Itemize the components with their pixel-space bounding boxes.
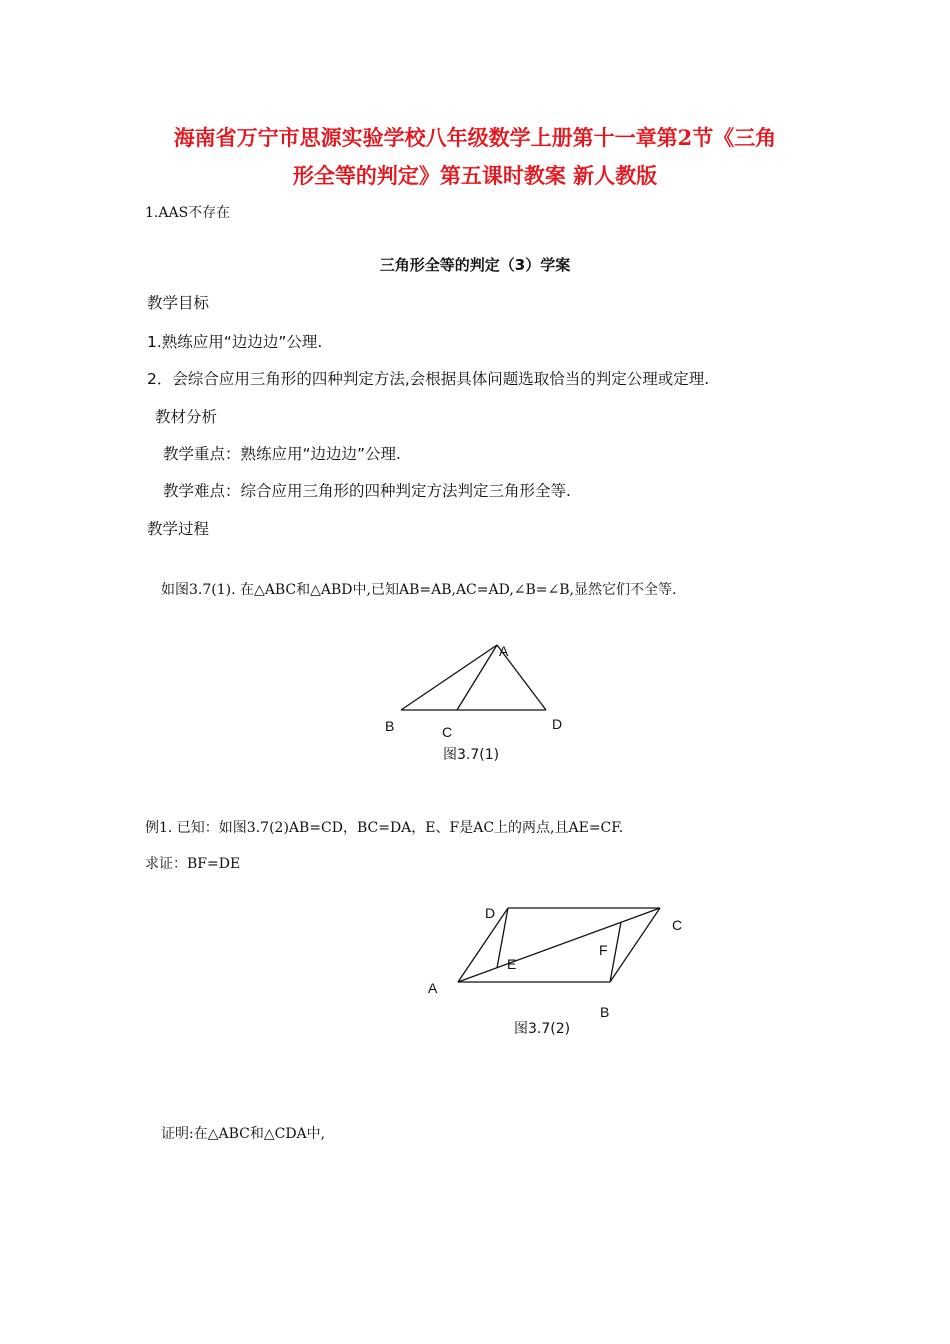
document-title-line-2: 形全等的判定》第五课时教案 新人教版 — [292, 163, 658, 188]
key-point: 教学重点：熟练应用“边边边”公理. — [163, 445, 401, 463]
segment-da-2 — [458, 908, 508, 982]
aas-note: 1.AAS不存在 — [145, 205, 231, 221]
material-analysis-heading: 教材分析 — [155, 408, 218, 426]
fig1-label-b: B — [385, 718, 395, 734]
fig2-label-f: F — [599, 942, 608, 958]
segment-bc-2 — [610, 908, 660, 982]
fig2-label-c: C — [672, 917, 683, 933]
fig1-label-a: A — [499, 643, 509, 659]
difficulty-point: 教学难点：综合应用三角形的四种判定方法判定三角形全等. — [163, 482, 571, 500]
segment-ab — [401, 645, 497, 710]
fig1-label-d: D — [552, 716, 563, 732]
intro-text: 如图3.7(1). 在△ABC和△ABD中,已知AB=AB,AC=AD,∠B=∠B,显然它们不全等. — [161, 582, 677, 598]
fig1-label-c: C — [442, 724, 453, 740]
segment-ac — [457, 645, 497, 710]
fig2-label-e: E — [507, 956, 517, 972]
figure-3-7-1-caption: 图3.7(1) — [443, 747, 500, 763]
teaching-goal-2: 2．会综合应用三角形的四种判定方法,会根据具体问题选取恰当的判定公理或定理. — [147, 370, 710, 388]
proof-start: 证明:在△ABC和△CDA中, — [161, 1126, 326, 1142]
example-1-prove: 求证：BF=DE — [145, 856, 241, 872]
fig2-label-d: D — [485, 905, 496, 921]
fig2-label-b: B — [600, 1004, 610, 1020]
process-heading: 教学过程 — [147, 520, 210, 538]
teaching-goal-1: 1.熟练应用“边边边”公理. — [147, 333, 323, 351]
section-title: 三角形全等的判定（3）学案 — [379, 256, 571, 274]
figure-3-7-2-caption: 图3.7(2) — [514, 1021, 571, 1037]
teaching-goals-heading: 教学目标 — [147, 294, 210, 312]
fig2-label-a: A — [428, 980, 438, 996]
document-title-line-1: 海南省万宁市思源实验学校八年级数学上册第十一章第2节《三角 — [173, 125, 777, 150]
example-1-given: 例1. 已知：如图3.7(2)AB=CD，BC=DA，E、F是AC上的两点,且AE=CF. — [145, 820, 624, 836]
